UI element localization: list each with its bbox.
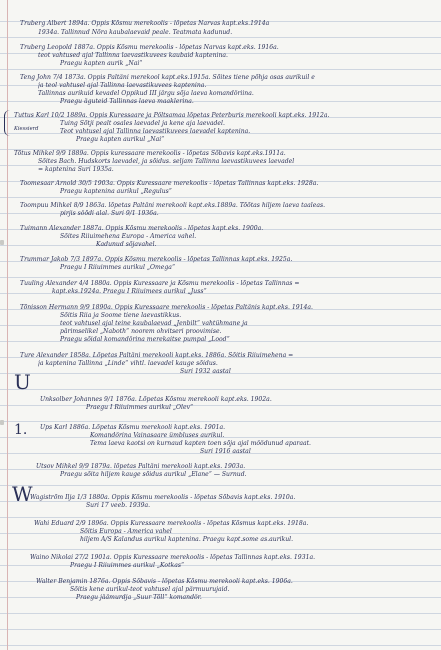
text-line: Tõnisson Hermann 9/9 1890a. Oppis Kuressaare merekoolis - lõpetas Paltänis kapt.eks. 1914a.: [20, 304, 313, 311]
text-line: Sõitis Riia ja Soome tiene laevastikkus.: [60, 312, 182, 319]
text-line: 1934a. Tallinnud Nõra kaubalaevaid peale. Teatmata kadunud.: [38, 29, 233, 36]
text-line: Sõites Bach. Hudskorts laevadel, ja sõidus. seljam Tallinna laevastikuvees laevadel: [38, 158, 295, 165]
section-letter-u: U: [14, 370, 31, 394]
text-line: pärimselikel „Naboth“ noorem ohvitseri proovimise.: [60, 328, 222, 335]
text-line: Praegu I Riiuimmes aurikul „Kotkas“: [70, 562, 185, 569]
text-line: Ture Alexander 1858a. Lõpetas Paltäni merekooli kapt.eks. 1886a. Sõitis Riiuimehena =: [20, 352, 294, 359]
text-line: teot vahtusel ajal teine kaubalaevad „Jenbilt“ vahtühmane ja: [60, 320, 248, 327]
text-line: Toomesaar Arnold 30/5 1903a. Oppis Kuressaare merekoolis - lõpetas Tallinnas kapt.eks. 1928a.: [20, 180, 319, 187]
text-line: Teot vahtusel ajal Tallinna laevastikuvees laevadel kaptenina.: [60, 128, 251, 135]
text-line: Tuimann Alexander 1887a. Oppis Kõsmu merekoolis - lõpetas kapt.eks. 1900a.: [20, 225, 264, 232]
text-line: Praegu sõidal komandörina merekaitse pumpal „Lood“: [60, 336, 230, 343]
text-line: Praegu I Riiuimmes aurikul „Omega“: [60, 264, 176, 271]
text-line: Praegu kaptenina aurikul „Regulus“: [60, 188, 172, 195]
text-line: Trummar Jakob 7/3 1897a. Oppis Kõsmu merekoolis - lõpetas Tallinnas kapt.eks. 1925a.: [20, 256, 293, 263]
text-line: Tallinnas aurikuid kevadel Oppikud III järgu sõja laeva komandöriina.: [38, 90, 254, 97]
text-line: Praegu sõita hiljem kauge sõidus aurikul „Elane“ — Surnud.: [60, 471, 247, 478]
text-line: Tuuling Alexander 4/4 1880a. Oppis Kuressaare ja Kõsmu merekoolis - lõpetas Tallinnas =: [20, 280, 300, 287]
text-line: pirjis söõdi alal. Suri 9/1 1936a.: [60, 210, 159, 217]
margin-note: Kiessierd: [14, 126, 39, 132]
text-line: kapt.eks.1924a. Praegu I Riiuimees aurikul „Juss“: [52, 288, 207, 295]
margin-rule: [7, 0, 8, 650]
brace-mark: [4, 110, 11, 136]
text-line: teot vahtused ajal Tallinna laevastikuvees kaubaid kaptenina.: [38, 52, 228, 59]
text-line: Praegu kapten aurik „Nai“: [60, 60, 143, 67]
text-line: Suri 17 veeb. 1939a.: [86, 502, 151, 509]
text-line: Praegu jäämurdja „Suur Tõll“ komandör.: [76, 594, 202, 601]
text-line: Sõites Riiuimehena Europa - America vahel.: [60, 233, 197, 240]
text-line: Tõtus Mihkel 9/9 1889a. Oppis kuressaare merekoolis - lõpetas Sõbavis kapt.eks.1911a.: [14, 150, 286, 157]
punch-hole: [0, 420, 4, 425]
text-line: Tuttus Karl 10/2 1889a. Oppis Kuressaare ja Pöltsamaa lõpetas Peterburis merekooli kapt.eks. 1912a.: [14, 112, 330, 119]
text-line: Wahi Eduard 2/9 1896a. Oppis Kuressaare merekoolis - lõpetas Kõsmus kapt.eks. 1918a.: [34, 520, 309, 527]
text-line: Teng John 7/4 1873a. Oppis Paltäni merekool kapt.eks.1915a. Sõites tiene põhja osas aurikuil e: [20, 74, 315, 81]
text-line: Walter Benjamin 1876a. Oppis Sõbavis - lõpetas Kõsmu merekooli kapt.eks. 1906a.: [36, 578, 293, 585]
section-letter-w: W: [12, 482, 33, 506]
text-line: Suri 1916 aastal: [200, 448, 251, 455]
text-line: Tema laeva kaotsi on kurnaud kapten toen sõja ajal möödunud aparaat.: [90, 440, 311, 447]
text-line: ja teol vahtusel ajal Tallinna laevastikuvees kaptenina.: [38, 82, 207, 89]
text-line: Praegu kapten aurikul „Nai“: [76, 136, 165, 143]
text-line: Toompuu Mihkel 8/9 1863a. lõpetas Paltäni merekooli kapt.eks.1889a. Tõõtas hiljem laeva taaleas.: [20, 202, 326, 209]
text-line: Sõitis Europa - America vahel: [80, 528, 172, 535]
section-number: 1.: [14, 422, 28, 438]
text-line: Suri 1932 aastal: [180, 368, 231, 375]
text-line: = kaptenina Suri 1935a.: [38, 166, 114, 173]
text-line: Utsov Mihkel 9/9 1879a. lõpetas Paltäni merekooli kapt.eks. 1903a.: [36, 463, 246, 470]
text-line: Truberg Leopold 1887a. Oppis Kõsmu merekoolis - lõpetas Narvas kapt.eks. 1916a.: [20, 44, 279, 51]
text-line: Truberg Albert 1894a. Oppis Kõsmu merekoolis - lõpetas Narvas kapt.eks.1914a: [20, 20, 270, 27]
text-line: Waino Nikolai 27/2 1901a. Oppis Kuressaare merekoolis - lõpetas Tallinnas kapt.eks. 1931a.: [30, 554, 316, 561]
text-line: Praegu I Riiuimmes aurikul „Olev“: [86, 404, 194, 411]
text-line: hiljem A/S Kalandus aurikul kaptenina. Praegu kapt.some as.aurikul.: [80, 536, 294, 543]
text-line: Praegu äguteid Tallinnas laeva maaklerina.: [60, 98, 194, 105]
text-line: ja kaptenina Tallinna „Linde“ vihtl. laevadel kauge sõidus.: [38, 360, 218, 367]
text-line: Tuing Sõtji pealt osales laevadel ja kene aja laevadel.: [60, 120, 225, 127]
text-line: Ups Karl 1886a. Lõpetas Kõsmu merekooli kapt.eks. 1901a.: [40, 424, 226, 431]
text-line: Unksolber Johannes 9/1 1876a. Lõpetas Kõsmu merekooli kapt.eks. 1902a.: [40, 396, 272, 403]
text-line: Kadunud sõjavahel.: [96, 241, 157, 248]
text-line: Sõitis kene aurikul-teot vahtusel ajal pärmuurujaid.: [70, 586, 230, 593]
text-line: Komandörina Vainasaare ümbluses aurikul.: [90, 432, 225, 439]
punch-hole: [0, 240, 4, 245]
text-line: Wagistrõm Ilja 1/3 1880a. Oppis Kõsmu merekoolis - lõpetas Sõbavis kapt.eks. 1910a.: [30, 494, 296, 501]
